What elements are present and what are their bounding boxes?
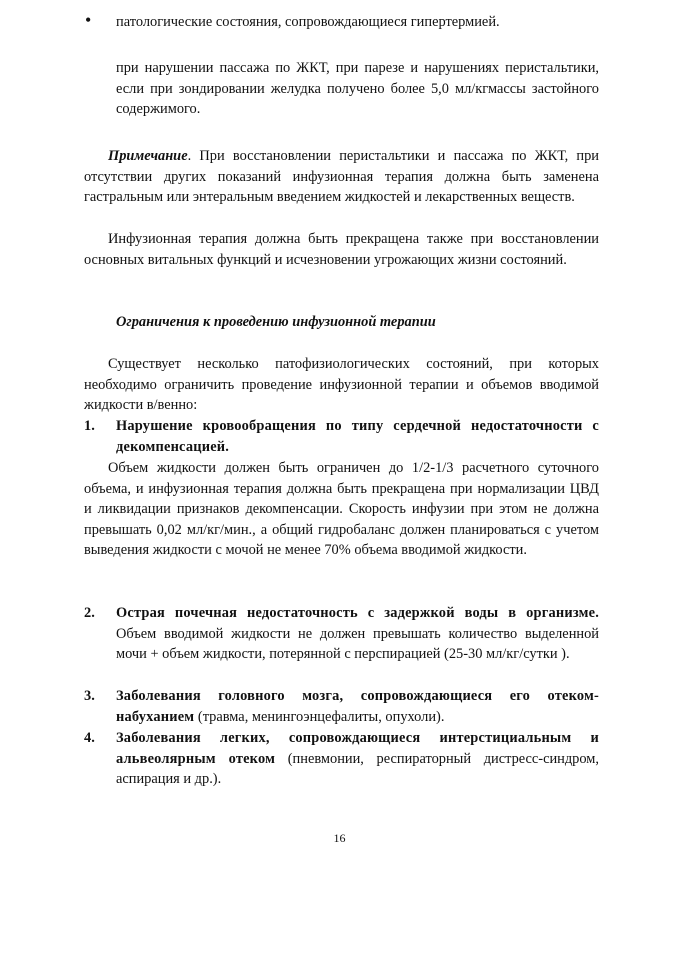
bullet-marker: • [85,10,92,30]
item-2-number: 2. [84,605,95,621]
item-1-title: Нарушение кровообращения по типу сердечной недостаточности с декомпенсацией. [116,418,599,455]
note-text: . При восстановлении перистальтики и пассажа по ЖКТ, при отсутствии других показаний инфузионная терапия должна быть заменена гастральным или энтеральным введением жидкостей и лекарственных веществ. [84,148,599,206]
stop-paragraph: Инфузионная терапия должна быть прекращена также при восстановлении основных витальных функций и исчезновении угрожающих жизни состояний. [84,231,599,268]
item-2-title: Острая почечная недостаточность с задержкой воды в организме. [116,605,599,621]
item-3-text: (травма, менингоэнцефалиты, опухоли). [194,708,445,725]
intro-paragraph: Существует несколько патофизиологических состояний, при которых необходимо ограничить проведение инфузионной терапии и объемов вводимой жидкости в/венно: [84,356,599,414]
bullet-continuation-paragraph: при нарушении пассажа по ЖКТ, при парезе и нарушениях перистальтики, если при зондировании желудка получено более 5,0 мл/кгмассы застойного содержимого. [116,60,599,118]
bullet-item-text: патологические состояния, сопровождающиеся гипертермией. [116,14,500,30]
item-2-text: Объем вводимой жидкости не должен превышать количество выделенной мочи + объем жидкости, потерянной с перспирацией (25-30 мл/кг/сутки ). [116,625,599,663]
section-heading: Ограничения к проведению инфузионной терапии [116,314,436,330]
item-1-body: Объем жидкости должен быть ограничен до 1/2-1/3 расчетного суточного объема, и инфузионная терапия должна быть прекращена при нормализации ЦВД и ликвидации признаков декомпенсации. Скорость инфузии при этом не должна превышать 0,02 мл/кг/мин., а общий гидробаланс должен планироваться с учетом выведения жидкости с мочой не менее 70% объема вводимой жидкости. [84,460,599,559]
item-3-number: 3. [84,688,95,704]
page-number: 16 [333,831,346,845]
note-label: Примечание [108,148,188,164]
item-3-title: Заболевания головного мозга, сопровождающиеся его отеком-набуханием [116,688,599,725]
item-4-title: Заболевания легких, сопровождающиеся интерстициальным и альвеолярным отеком [116,730,599,767]
item-1-number: 1. [84,418,95,434]
item-4-text: (пневмонии, респираторный дистресс-синдром, аспирация и др.). [116,750,600,788]
item-4-paragraph [116,728,599,790]
note-paragraph [84,146,599,208]
item-2-paragraph [116,603,599,665]
item-4-number: 4. [84,730,95,746]
item-3-paragraph [116,686,599,727]
